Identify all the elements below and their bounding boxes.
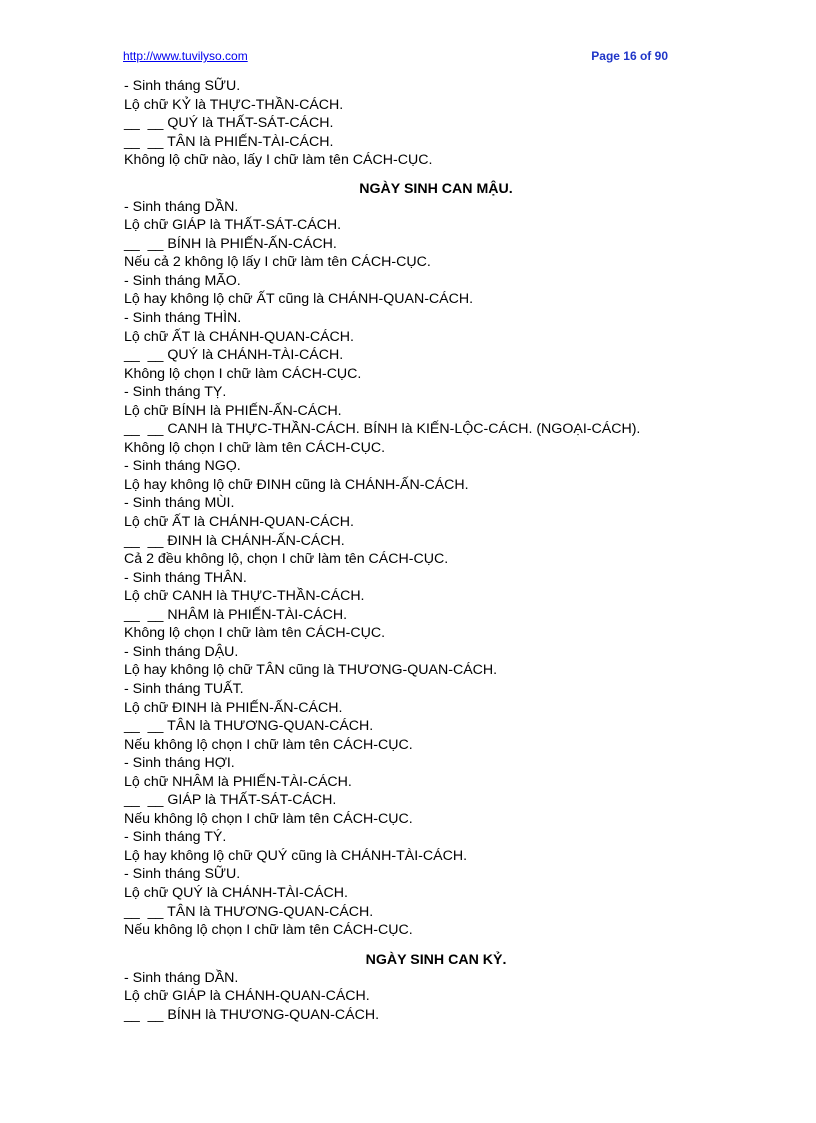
text-line: Cả 2 đều không lộ, chọn I chữ làm tên CÁCH-CỤC. [124,551,449,568]
text-line: Lộ chữ CANH là THỰC-THẦN-CÁCH. [124,588,365,605]
text-line: - Sinh tháng THÌN. [124,310,242,327]
text-line: __ __ BÍNH là PHIẾN-ẤN-CÁCH. [124,235,337,252]
text-line: __ __ TÂN là THƯƠNG-QUAN-CÁCH. [124,903,374,920]
text-line: Không lộ chọn I chữ làm tên CÁCH-CỤC. [124,625,386,642]
text-line: - Sinh tháng DẦN. [124,198,239,215]
text-line: Lộ hay không lộ chữ ẤT cũng là CHÁNH-QUAN-CÁCH. [124,291,474,308]
text-line: __ __ QUÝ là CHÁNH-TÀI-CÁCH. [124,347,344,364]
text-line: Lộ chữ ẤT là CHÁNH-QUAN-CÁCH. [124,514,354,531]
site-link[interactable]: http://www.tuvilyso.com [123,49,248,63]
text-line: __ __ ĐINH là CHÁNH-ẤN-CÁCH. [124,532,345,549]
text-line: - Sinh tháng NGỌ. [124,458,241,475]
text-line: Không lộ chữ nào, lấy I chữ làm tên CÁCH-CỤC. [124,152,433,169]
text-line: Không lộ chọn I chữ làm CÁCH-CỤC. [124,365,362,382]
text-line: __ __ BÍNH là THƯƠNG-QUAN-CÁCH. [124,1006,380,1023]
text-line: - Sinh tháng SỮU. [124,78,241,94]
text-line: - Sinh tháng DẬU. [124,643,239,660]
section-ky [124,969,724,1025]
text-line: Nếu không lộ chọn I chữ làm tên CÁCH-CỤC. [124,736,413,753]
text-line: - Sinh tháng TUẤT. [124,680,244,697]
page-number: Page 16 of 90 [591,49,668,63]
text-line: - Sinh tháng TÝ. [124,829,227,846]
text-line: - Sinh tháng DẦN. [124,969,239,986]
text-line: Không lộ chọn I chữ làm tên CÁCH-CỤC. [124,439,386,456]
text-line: Lộ hay không lộ chữ TÂN cũng là THƯƠNG-QUAN-CÁCH. [124,662,498,679]
text-line: __ __ QUÝ là THẤT-SÁT-CÁCH. [124,115,334,132]
text-line: __ __ TÂN là PHIẾN-TÀI-CÁCH. [124,133,334,150]
section-heading: NGÀY SINH CAN KỶ. [365,951,507,968]
text-line: Lộ hay không lộ chữ ĐINH cũng là CHÁNH-ẤN-CÁCH. [124,476,469,493]
text-line: - Sinh tháng MÙI. [124,495,235,512]
text-line: Lộ chữ BÍNH là PHIẾN-ẤN-CÁCH. [124,402,342,419]
text-line: Lộ chữ KỶ là THỰC-THẦN-CÁCH. [124,96,344,113]
text-line: - Sinh tháng SỮU. [124,866,241,883]
section-heading: NGÀY SINH CAN MẬU. [359,180,513,197]
text-line: - Sinh tháng THÂN. [124,569,247,586]
text-line: Lộ chữ ĐINH là PHIẾN-ẤN-CÁCH. [124,699,343,716]
text-line: __ __ CANH là THỰC-THẦN-CÁCH. BÍNH là KIẾN-LỘC-CÁCH. (NGOẠI-CÁCH). [124,421,641,438]
text-line: Lộ hay không lộ chữ QUÝ cũng là CHÁNH-TÀI-CÁCH. [124,847,468,864]
text-line: Lộ chữ GIÁP là THẤT-SÁT-CÁCH. [124,217,342,234]
text-line: __ __ GIÁP là THẤT-SÁT-CÁCH. [124,792,337,809]
page-header [123,49,668,67]
text-line: Nếu cả 2 không lộ lấy I chữ làm tên CÁCH-CỤC. [124,254,431,271]
text-line: Nếu không lộ chọn I chữ làm tên CÁCH-CỤC. [124,810,413,827]
text-line: - Sinh tháng TỴ. [124,384,227,401]
text-line: Lộ chữ QUÝ là CHÁNH-TÀI-CÁCH. [124,884,348,901]
text-line: Lộ chữ NHÂM là PHIẾN-TÀI-CÁCH. [124,773,352,790]
intro-block [124,77,724,170]
text-line: - Sinh tháng MÃO. [124,272,241,289]
section-mau [124,198,724,940]
text-line: __ __ TÂN là THƯƠNG-QUAN-CÁCH. [124,718,374,735]
text-line: Lộ chữ GIÁP là CHÁNH-QUAN-CÁCH. [124,988,370,1005]
text-line: __ __ NHÂM là PHIẾN-TÀI-CÁCH. [124,606,348,623]
text-line: - Sinh tháng HỢI. [124,755,235,772]
text-line: Lộ chữ ẤT là CHÁNH-QUAN-CÁCH. [124,328,354,345]
text-line: Nếu không lộ chọn I chữ làm tên CÁCH-CỤC. [124,922,413,939]
document-body [124,77,724,1024]
